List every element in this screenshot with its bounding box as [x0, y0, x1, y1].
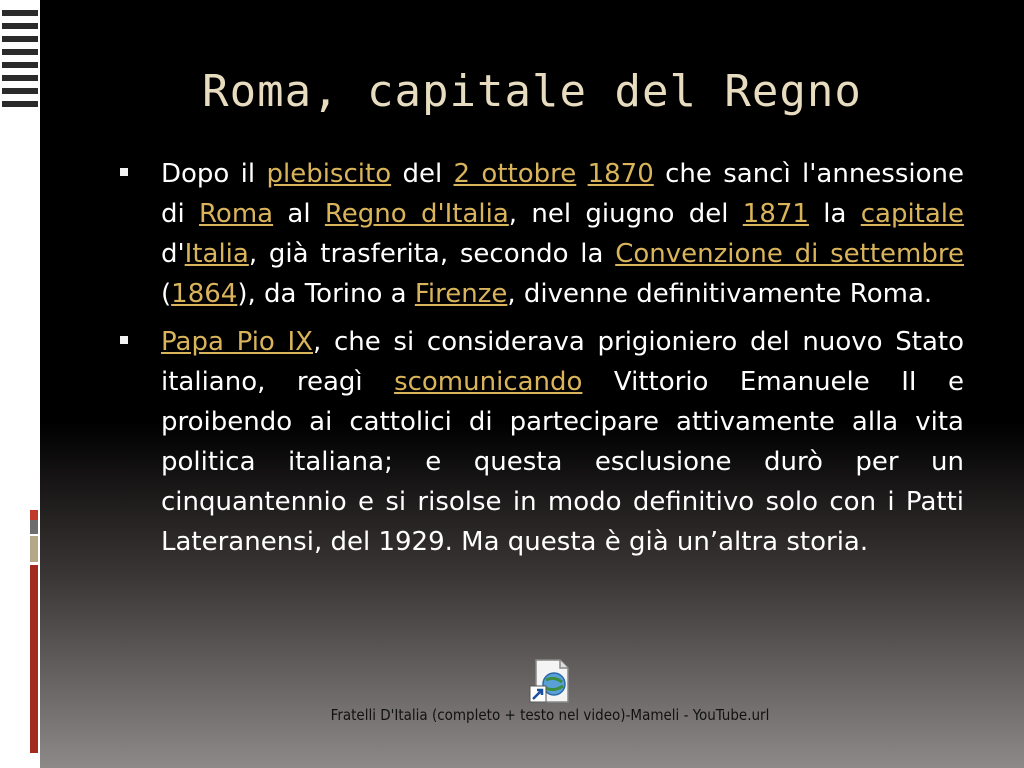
strip-accent-bar [30, 565, 38, 753]
hyperlink[interactable]: 2 ottobre [453, 159, 577, 189]
hyperlink[interactable]: 1870 [587, 159, 654, 189]
bullet-item-2 [120, 322, 964, 562]
url-shortcut-icon[interactable] [526, 658, 572, 704]
hyperlink[interactable]: scomunicando [394, 367, 583, 397]
text-run: d' [161, 239, 185, 269]
hyperlink[interactable]: Regno d'Italia [324, 199, 509, 229]
hyperlink[interactable]: Italia [184, 239, 249, 269]
text-run: ( [161, 279, 172, 309]
text-run: , nel giugno del [508, 199, 743, 229]
text-run: la [808, 199, 861, 229]
hyperlink[interactable]: Papa Pio IX [161, 327, 313, 357]
left-decorative-strip [0, 0, 40, 768]
strip-accent-tan [30, 536, 38, 562]
strip-accent-gray [30, 520, 38, 534]
strip-lines [2, 10, 38, 114]
text-run: , che si considerava prigioniero del nuovo Stato italiano, reagì [161, 327, 964, 397]
text-run: del [391, 159, 454, 189]
square-bullet-icon [120, 168, 128, 176]
url-shortcut-label[interactable]: Fratelli D'Italia (completo + testo nel video)-Mameli - YouTube.url [330, 706, 770, 724]
hyperlink[interactable]: Roma [199, 199, 274, 229]
text-run: Dopo il [161, 159, 267, 189]
text-run: , divenne definitivamente Roma. [507, 279, 933, 309]
hyperlink[interactable]: Convenzione di settembre [615, 239, 964, 269]
square-bullet-icon [120, 336, 128, 344]
text-run: Vittorio Emanuele II e proibendo ai cattolici di partecipare attivamente alla vita politica italiana; e questa esclusione durò per un cinquantennio e si risolse in modo definitivo solo con i Patti Lateranensi, del 1929. Ma questa è già un’altra storia. [161, 367, 964, 557]
hyperlink[interactable]: 1871 [742, 199, 809, 229]
strip-accent-red [30, 510, 38, 520]
slide-title: Roma, capitale del Regno [202, 66, 862, 117]
hyperlink[interactable]: 1864 [171, 279, 238, 309]
hyperlink[interactable]: Firenze [414, 279, 508, 309]
text-run: ), da Torino a [237, 279, 415, 309]
bullet-list [120, 154, 964, 570]
text-run: al [273, 199, 325, 229]
hyperlink[interactable]: capitale [860, 199, 965, 229]
text-run: che sancì l'annessione di [161, 159, 964, 229]
bullet-text [161, 327, 964, 557]
text-run [576, 159, 587, 189]
bullet-item-1 [120, 154, 964, 314]
hyperlink[interactable]: plebiscito [266, 159, 392, 189]
bullet-text [161, 159, 964, 309]
text-run: , già trasferita, secondo la [248, 239, 616, 269]
